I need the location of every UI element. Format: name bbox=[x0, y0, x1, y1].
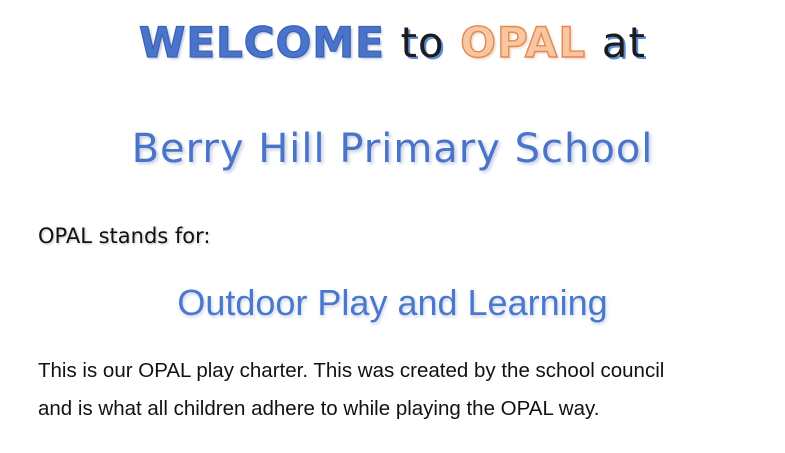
at-word: at bbox=[601, 18, 646, 67]
to-word: to bbox=[400, 18, 445, 67]
welcome-word: WELCOME bbox=[139, 18, 385, 67]
charter-line-2: and is what all children adhere to while playing the OPAL way. bbox=[38, 397, 600, 420]
welcome-heading bbox=[0, 18, 785, 67]
charter-line-1: This is our OPAL play charter. This was created by the school council bbox=[38, 359, 665, 382]
opal-meaning-heading: Outdoor Play and Learning bbox=[177, 282, 608, 323]
opal-word: OPAL bbox=[460, 18, 587, 67]
school-name-heading: Berry Hill Primary School bbox=[131, 126, 654, 172]
stands-for-label: OPAL stands for: bbox=[38, 224, 211, 248]
charter-paragraph bbox=[38, 352, 768, 428]
